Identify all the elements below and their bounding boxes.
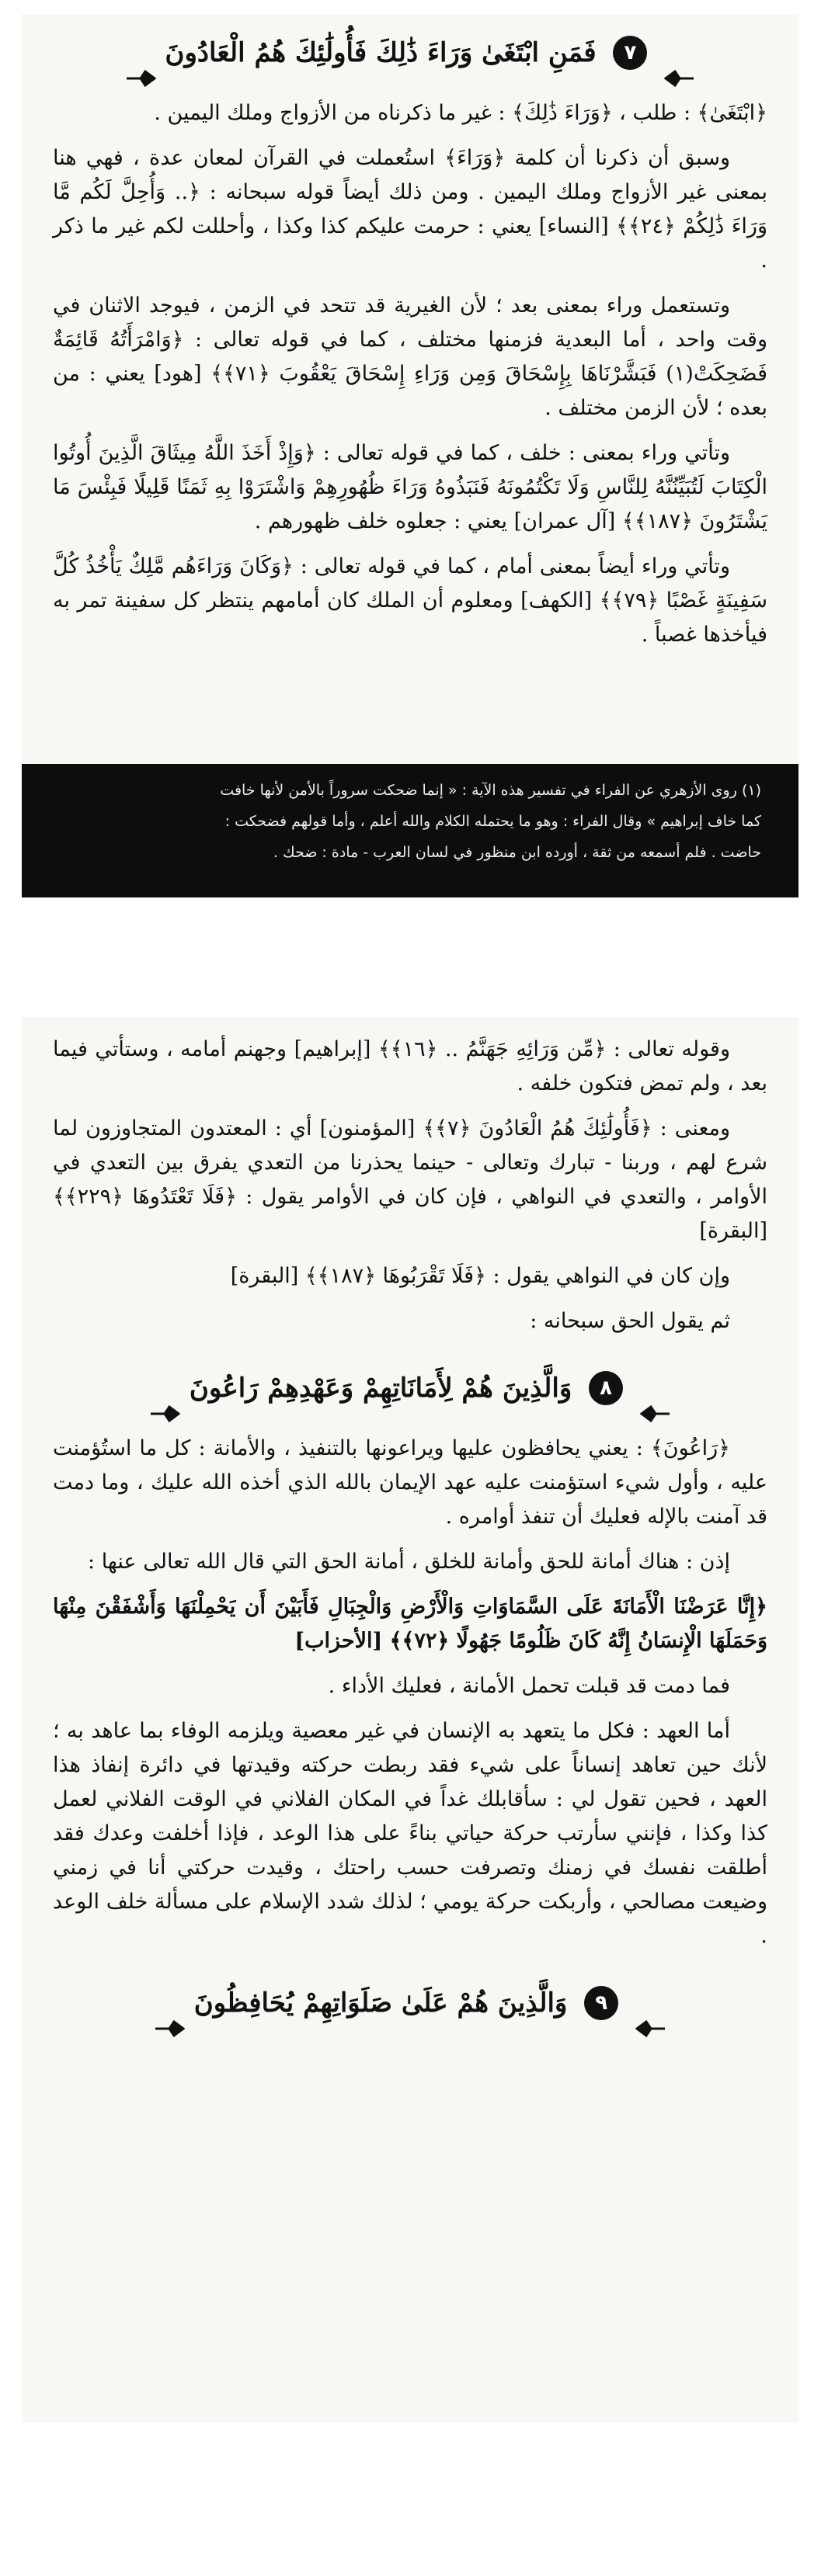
ornament-left-icon: [635, 1993, 666, 2013]
paragraph-3: وتستعمل وراء بمعنى بعد ؛ لأن الغيرية قد تتحد في الزمن ، فيوجد الاثنان في وقت واحد ، أما البعدية فزمنها مختلف ، كما في قوله تعالى : ﴿وَامْرَأَتُهُ قَائِمَةٌ فَضَحِكَتْ(١) فَبَشَّرْنَاهَا بِإِسْحَاقَ وَمِن وَرَاءِ إِسْحَاقَ يَعْقُوبَ ﴿٧١﴾﴾ [هود] يعني : من بعده ؛ لأن الزمن مختلف .: [53, 293, 767, 420]
ornament-right-icon: [154, 1993, 185, 2013]
paragraph-2: وسبق أن ذكرنا أن كلمة ﴿وَرَاءَ﴾ استُعملت في القرآن لمعان عدة ، فهي هنا بمعنى غير الأزواج وملك اليمين . ومن ذلك أيضاً قوله سبحانه : ﴿.. وَأُحِلَّ لَكُم مَّا وَرَاءَ ذَٰلِكُمْ ﴿٢٤﴾﴾ [النساء] يعني : حرمت عليكم كذا وكذا ، وأحللت لكم غير ما ذكر .: [53, 146, 767, 273]
paragraph-12: ﴿إِنَّا عَرَضْنَا الْأَمَانَةَ عَلَى السَّمَاوَاتِ وَالْأَرْضِ وَالْجِبَالِ فَأَبَيْنَ أَن يَحْمِلْنَهَا وَأَشْفَقْنَ مِنْهَا وَحَمَلَهَا الْإِنسَانُ إِنَّهُ كَانَ ظَلُومًا جَهُولًا ﴿٧٢﴾﴾ [الأحزاب]: [53, 1595, 767, 1653]
verse-number-badge: ٧: [613, 36, 647, 70]
paragraph-5: وتأتي وراء أيضاً بمعنى أمام ، كما في قوله تعالى : ﴿وَكَانَ وَرَاءَهُم مَّلِكٌ يَأْخُذُ كُلَّ سَفِينَةٍ غَصْبًا ﴿٧٩﴾﴾ [الكهف] ومعلوم أن الملك كان أمامهم ينتظر كل سفينة تمر به فيأخذها غصباً .: [53, 554, 767, 647]
book-page-2: [22, 1017, 798, 2422]
paragraph-6: وقوله تعالى : ﴿مِّن وَرَائِهِ جَهَنَّمُ .. ﴿١٦﴾﴾ [إبراهيم] وجهنم أمامه ، وستأتي فيما بعد ، ولم تمض فتكون خلفه .: [53, 1037, 767, 1095]
paragraph-1: ﴿ابْتَغَىٰ﴾ : طلب ، ﴿وَرَاءَ ذَٰلِكَ﴾ : غير ما ذكرناه من الأزواج وملك اليمين .: [154, 101, 767, 125]
verse-title: وَالَّذِينَ هُمْ لِأَمَانَاتِهِمْ وَعَهْدِهِمْ رَاعُونَ: [189, 1373, 572, 1404]
footnote-line-3: حاضت . فلم أسمعه من ثقة ، أورده ابن منظور في لسان العرب - مادة : ضحك .: [273, 844, 761, 861]
verse-header-7: [22, 14, 798, 89]
paragraph-7: ومعنى : ﴿فَأُولَٰئِكَ هُمُ الْعَادُونَ ﴿٧﴾﴾ [المؤمنون] أي : المعتدون المتجاوزون لما شرع لهم ، وربنا - تبارك وتعالى - حينما يحذرنا من التعدي يفرق بين التعدي في الأوامر ، والتعدي في النواهي ، فإن كان في الأوامر يقول : ﴿فَلَا تَعْتَدُوهَا ﴿٢٢٩﴾﴾ [البقرة]: [53, 1116, 767, 1243]
paragraph-13: فما دمت قد قبلت تحمل الأمانة ، فعليك الأداء .: [328, 1674, 730, 1698]
paragraph-11: إذن : هناك أمانة للحق وأمانة للخلق ، أمانة الحق التي قال الله تعالى عنها :: [88, 1550, 730, 1574]
paragraph-10: ﴿رَاعُونَ﴾ : يعني يحافظون عليها ويراعونها بالتنفيذ ، والأمانة : كل ما استُؤمنت عليه ، وأول شيء استؤمنت عليه عهد الإيمان بالله الذي أخذه الله عليك ، وما دمت قد آمنت بالإله فعليك أن تنفذ أوامره .: [53, 1436, 767, 1529]
footnote-line-2: كما خاف إبراهيم » وقال الفراء : وهو ما يحتمله الكلام والله أعلم ، وأما قولهم فضحكت :: [224, 813, 761, 830]
verse-number-badge: ٩: [584, 1986, 618, 2020]
paragraph-14: أما العهد : فكل ما يتعهد به الإنسان في غير معصية ويلزمه الوفاء بما عاهد به ؛ لأنك حين تعاهد إنساناً على شيء فقد ربطت حركته وقيدتها في دائرة إنفاذ هذا العهد ، فحين تقول لي : سأقابلك غداً في المكان الفلاني في الوقت الفلاني لعمل كذا وكذا ، فإنني سأرتب حركة حياتي بناءً على هذا الوعد ، فإذا أخلفت وعدك فقد أطلقت نفسك في زمنك وتصرفت حسب راحتك ، وقيدت حركتي أنا في زمني وضيعت مصالحي ، وأربكت حركة يومي ؛ لذلك شدد الإسلام على مسألة خلف الوعد .: [53, 1719, 767, 1948]
paragraph-4: وتأتي وراء بمعنى : خلف ، كما في قوله تعالى : ﴿وَإِذْ أَخَذَ اللَّهُ مِيثَاقَ الَّذِينَ أُوتُوا الْكِتَابَ لَتُبَيِّنُنَّهُ لِلنَّاسِ وَلَا تَكْتُمُونَهُ فَنَبَذُوهُ وَرَاءَ ظُهُورِهِمْ وَاشْتَرَوْا بِهِ ثَمَنًا قَلِيلًا فَبِئْسَ مَا يَشْتَرُونَ ﴿١٨٧﴾﴾ [آل عمران] يعني : جعلوه خلف ظهورهم .: [53, 441, 767, 533]
verse-header-8: [22, 1349, 798, 1424]
ornament-right-icon: [125, 43, 156, 63]
ornament-left-icon: [664, 43, 695, 63]
footnote-line-1: (١) روى الأزهري عن الفراء في تفسير هذه الآية : « إنما ضحكت سروراً بالأمن لأنها خافت: [220, 782, 761, 799]
paragraph-8: وإن كان في النواهي يقول : ﴿فَلَا تَقْرَبُوهَا ﴿١٨٧﴾﴾ [البقرة]: [230, 1264, 730, 1288]
verse-title: فَمَنِ ابْتَغَىٰ وَرَاءَ ذَٰلِكَ فَأُولَٰئِكَ هُمُ الْعَادُونَ: [165, 37, 597, 68]
paragraph-9: ثم يقول الحق سبحانه :: [530, 1309, 730, 1333]
footnote-box: [22, 764, 798, 897]
book-page-1: [22, 14, 798, 897]
verse-header-9: [22, 1964, 798, 2039]
verse-number-badge: ٨: [589, 1371, 623, 1405]
ornament-left-icon: [640, 1378, 671, 1398]
ornament-right-icon: [149, 1378, 180, 1398]
verse-title: وَالَّذِينَ هُمْ عَلَىٰ صَلَوَاتِهِمْ يُحَافِظُونَ: [193, 1988, 568, 2019]
